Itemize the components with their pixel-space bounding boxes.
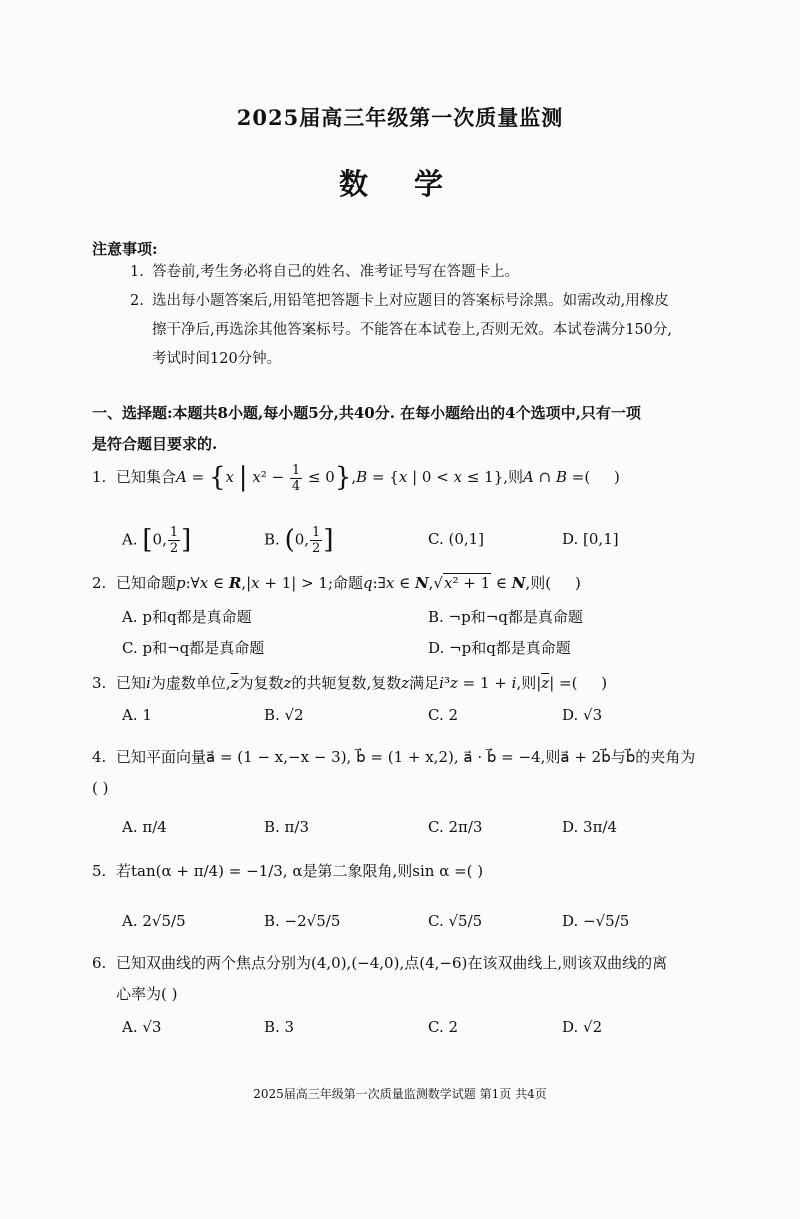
q5-option-a: A. 2√5/5 [122, 912, 186, 930]
q4-option-a: A. π/4 [122, 818, 167, 836]
note-item-2: 2. 选出每小题答案后,用铅笔把答题卡上对应题目的答案标号涂黑。如需改动,用橡皮 擦干净后,再选涂其他答案标号。不能答在本试卷上,否则无效。本试卷满分150分, 考试时间120分钟。 [130, 293, 673, 367]
q5-option-c: C. √5/5 [428, 912, 483, 930]
q4-option-d: D. 3π/4 [562, 818, 618, 836]
q2-option-c: C. p和¬q都是真命题 [122, 639, 265, 657]
subject-title: 数 学 [338, 167, 462, 201]
question-6-stem: 已知双曲线的两个焦点分别为(4,0),(−4,0),点(4,−6)在该双曲线上,则该双曲线的离 [116, 954, 668, 972]
question-2-stem: 已知命题p:∀x ∈ R,|x + 1| > 1;命题q:∃x ∈ N,√x² + 1 ∈ N,则( ) [116, 574, 581, 592]
q6-option-d: D. √2 [562, 1018, 603, 1036]
q4-option-b: B. π/3 [264, 818, 310, 836]
question-6: 6. 已知双曲线的两个焦点分别为(4,0),(−4,0),点(4,−6)在该双曲线上,则该双曲线的离 心率为( ) [92, 954, 668, 1003]
page-footer: 2025届高三年级第一次质量监测数学试题 第1页 共4页 [253, 1087, 547, 1101]
question-4: 4. 已知平面向量a⃗ = (1 − x,−x − 3), b⃗ = (1 + x,2), a⃗ · b⃗ = −4,则a⃗ + 2b⃗与b⃗的夹角为 ( ) [92, 748, 696, 797]
question-2: 2. 已知命题p:∀x ∈ R,|x + 1| > 1;命题q:∃x ∈ N,√x² + 1 ∈ N,则( ) [92, 574, 581, 592]
q2-option-a: A. p和q都是真命题 [122, 608, 252, 626]
q3-option-d: D. √3 [562, 706, 603, 724]
q4-option-c: C. 2π/3 [428, 818, 483, 836]
question-4-stem: 已知平面向量a⃗ = (1 − x,−x − 3), b⃗ = (1 + x,2), a⃗ · b⃗ = −4,则a⃗ + 2b⃗与b⃗的夹角为 [116, 748, 696, 766]
q1-option-a: A. [0, $\frac{1}{2}$ ] [122, 525, 192, 556]
q3-option-b: B. √2 [264, 706, 304, 724]
q1-option-d: D. [0,1] [562, 530, 619, 548]
q6-option-c: C. 2 [428, 1018, 459, 1036]
note-item-1: 1. 答卷前,考生务必将自己的姓名、准考证号写在答题卡上。 [130, 264, 520, 280]
question-1: 1. 已知集合A = {x | x² − $\frac{1}{4}$ ≤ 0},B = {x | 0 < x ≤ 1},则A ∩ B =( ) [92, 462, 620, 494]
q3-option-c: C. 2 [428, 706, 459, 724]
q5-option-d: D. −√5/5 [562, 912, 630, 930]
q5-option-b: B. −2√5/5 [264, 912, 341, 930]
q2-option-d: D. ¬p和q都是真命题 [428, 639, 571, 657]
q3-option-a: A. 1 [122, 706, 152, 724]
notes-heading: 注意事项: [92, 240, 158, 258]
q1-option-b: B. (0, $\frac{1}{2}$ ] [264, 525, 334, 556]
question-5-stem: 若tan(α + π/4) = −1/3, α是第二象限角,则sin α =( ) [116, 862, 484, 880]
question-1-stem: 已知集合A = {x | x² − $\frac{1}{4}$ ≤ 0},B = {x | 0 < x ≤ 1},则A ∩ B =( ) [116, 462, 620, 494]
question-3: 3. 已知i为虚数单位$,\overline{z}$为复数z的共轭复数,复数z满足i³z = 1 + i,则$|\overline{z}|$ =( ) [92, 674, 608, 692]
q6-option-a: A. √3 [122, 1018, 162, 1036]
q6-option-b: B. 3 [264, 1018, 295, 1036]
question-3-stem: 已知i为虚数单位$,\overline{z}$为复数z的共轭复数,复数z满足i³z = 1 + i,则$|\overline{z}|$ =( ) [116, 674, 608, 692]
question-5: 5. 若tan(α + π/4) = −1/3, α是第二象限角,则sin α =( ) [92, 862, 484, 880]
q2-option-b: B. ¬p和¬q都是真命题 [428, 608, 583, 626]
q1-option-c: C. (0,1] [428, 530, 485, 548]
section-heading: 一、选择题:本题共8小题,每小题5分,共40分. 在每小题给出的4个选项中,只有一项 是符合题目要求的. [92, 404, 641, 453]
exam-title: 2025届高三年级第一次质量监测 [236, 105, 564, 130]
